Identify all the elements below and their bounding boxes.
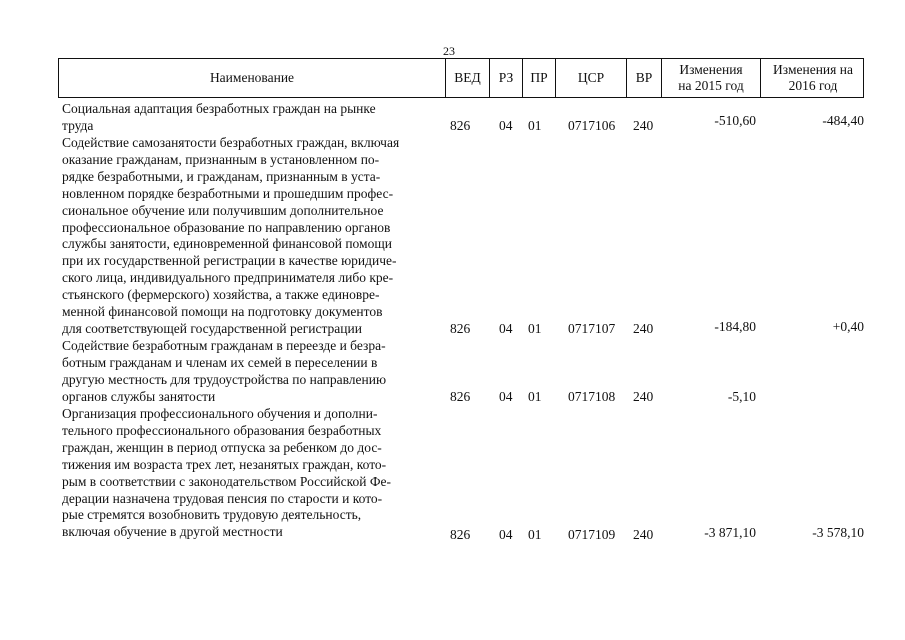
row-ved: 826 bbox=[450, 321, 471, 337]
column-header-rz: РЗ bbox=[489, 59, 522, 97]
row-rz: 04 bbox=[499, 389, 513, 405]
row-rz: 04 bbox=[499, 527, 513, 543]
table-row bbox=[58, 338, 864, 406]
row-csr: 0717106 bbox=[568, 118, 616, 134]
row-change-2015: -184,80 bbox=[714, 319, 756, 335]
row-csr: 0717107 bbox=[568, 321, 616, 337]
row-csr: 0717108 bbox=[568, 389, 616, 405]
row-vr: 240 bbox=[633, 389, 654, 405]
row-ved: 826 bbox=[450, 118, 471, 134]
table-row bbox=[58, 101, 864, 135]
row-ved: 826 bbox=[450, 527, 471, 543]
column-header-ved: ВЕД bbox=[445, 59, 489, 97]
row-change-2016: +0,40 bbox=[832, 319, 864, 335]
row-name: Организация профессионального обучения и дополни- тельного профессионального образования безработных граждан, женщин в период отпуска за ребенком до дос- тижения им возраста трех лет, незанятых граждан, кото- рым в соответствии с законодательством Российской Фе- дерации назначена трудовая пенсия по старости и кото- рые стремятся возобновить трудовую деятельность, включая обучение в другой местности bbox=[62, 406, 391, 540]
row-change-2015: -5,10 bbox=[727, 389, 756, 405]
row-pr: 01 bbox=[528, 118, 542, 134]
column-header-change-2016: Изменения на 2016 год bbox=[760, 59, 865, 97]
row-change-2015: -3 871,10 bbox=[704, 525, 756, 541]
table-row bbox=[58, 406, 864, 544]
row-change-2015: -510,60 bbox=[714, 113, 756, 128]
page-number: 23 bbox=[443, 44, 455, 58]
row-vr: 240 bbox=[633, 118, 654, 134]
row-name: Социальная адаптация безработных граждан на рынке труда bbox=[62, 101, 376, 133]
column-header-vr: ВР bbox=[626, 59, 661, 97]
table-header bbox=[58, 58, 864, 98]
column-header-pr: ПР bbox=[522, 59, 555, 97]
row-ved: 826 bbox=[450, 389, 471, 405]
row-change-2016: -3 578,10 bbox=[812, 525, 864, 541]
row-vr: 240 bbox=[633, 527, 654, 543]
row-pr: 01 bbox=[528, 389, 542, 405]
row-vr: 240 bbox=[633, 321, 654, 337]
row-name: Содействие самозанятости безработных граждан, включая оказание гражданам, признанным в установленном по- рядке безработными, и гражданам, признанным в уста- новленном порядке безработными и прошедшим профес- сиональное обучение или получившим дополнительное профессиональное образование по направлению органов службы занятости, единовременной финансовой помощи при их государственной регистрации в качестве юридиче- ского лица, индивидуального предпринимателя либо кре- стьянского (фермерского) хозяйства, а также единовре- менной финансовой помощи на подготовку документов для соответствующей государственной регистрации bbox=[62, 135, 400, 336]
table-row bbox=[58, 135, 864, 338]
column-header-name: Наименование bbox=[209, 70, 295, 85]
column-header-csr: ЦСР bbox=[555, 59, 626, 97]
row-change-2016: -484,40 bbox=[822, 113, 864, 128]
column-header-change-2015: Изменения на 2015 год bbox=[661, 59, 760, 97]
row-pr: 01 bbox=[528, 321, 542, 337]
row-rz: 04 bbox=[499, 118, 513, 134]
row-pr: 01 bbox=[528, 527, 542, 543]
row-csr: 0717109 bbox=[568, 527, 616, 543]
row-rz: 04 bbox=[499, 321, 513, 337]
row-name: Содействие безработным гражданам в переезде и безра- ботным гражданам и членам их семей в переселении в другую местность для трудоустройства по направлению органов службы занятости bbox=[62, 338, 387, 404]
